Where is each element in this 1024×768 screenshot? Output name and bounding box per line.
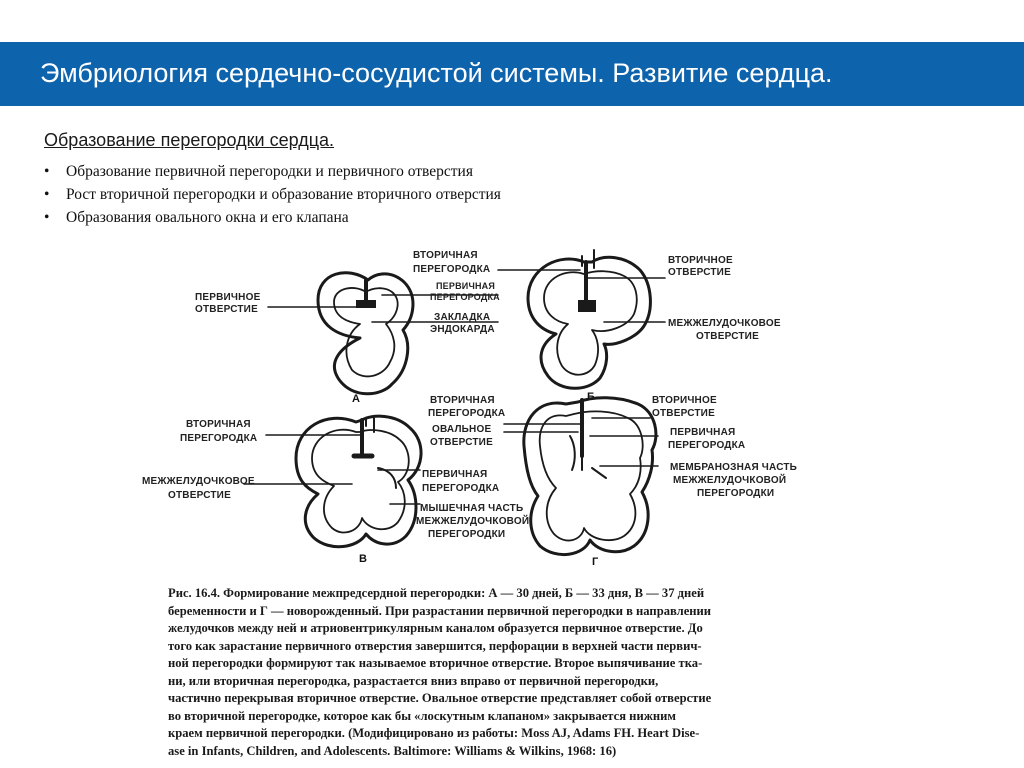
heart-diagram-a bbox=[318, 273, 413, 394]
caption-line: ase in Infants, Children, and Adolescents. Baltimore: Williams & Wilkins, 1968: 16) bbox=[168, 743, 617, 758]
label-secondary-septum-c: ВТОРИЧНАЯ bbox=[186, 419, 251, 430]
caption-line: ни, или вторичная перегородка, разрастается вниз вправо от первичной перегородки, bbox=[168, 673, 659, 688]
label-oval-foramen-d: ОВАЛЬНОЕ bbox=[432, 424, 492, 435]
caption-line: Рис. 16.4. Формирование межпредсердной перегородки: А — 30 дней, Б — 33 дня, В — 37 дней bbox=[168, 586, 705, 600]
label-secondary-septum-c: ПЕРЕГОРОДКА bbox=[180, 433, 258, 444]
label-endocardial-cushion-a: ЗАКЛАДКА bbox=[434, 312, 491, 323]
label-primary-foramen-a: ОТВЕРСТИЕ bbox=[195, 304, 258, 315]
label-primary-septum-d: ПЕРВИЧНАЯ bbox=[670, 427, 736, 438]
panel-letter-c: В bbox=[359, 553, 367, 565]
caption-line: ной перегородки формируют так называемое вторичное отверстие. Второе выпячивание тка- bbox=[168, 656, 703, 670]
label-primary-septum-a: ПЕРВИЧНАЯ bbox=[436, 281, 496, 291]
bullet-marker: • bbox=[44, 163, 50, 180]
bullet-marker: • bbox=[44, 209, 50, 226]
caption-line: того как зарастание первичного отверстия завершится, перфорации в верхней части первич- bbox=[168, 638, 702, 653]
label-muscular-septum-c: МЫШЕЧНАЯ ЧАСТЬ bbox=[420, 503, 524, 514]
figure-caption bbox=[168, 585, 808, 760]
label-ventricular-foramen-b: МЕЖЖЕЛУДОЧКОВОЕ bbox=[668, 318, 781, 329]
label-secondary-foramen-b: ВТОРИЧНОЕ bbox=[668, 255, 733, 266]
label-ventricular-foramen-c: МЕЖЖЕЛУДОЧКОВОЕ bbox=[142, 476, 255, 487]
panel-letter-d: Г bbox=[592, 556, 599, 568]
label-primary-septum-c: ПЕРВИЧНАЯ bbox=[422, 469, 488, 480]
heart-diagram-d bbox=[524, 398, 656, 555]
list-item-text: Образование первичной перегородки и первичного отверстия bbox=[66, 163, 473, 180]
list-item-text: Рост вторичной перегородки и образование вторичного отверстия bbox=[66, 186, 501, 203]
label-muscular-septum-c: МЕЖЖЕЛУДОЧКОВОЙ bbox=[416, 516, 530, 527]
label-membranous-septum-d: ПЕРЕГОРОДКИ bbox=[697, 488, 775, 499]
caption-line: желудочков между ней и атриовентрикулярным каналом образуется первичное отверстие. До bbox=[168, 621, 703, 635]
label-primary-septum-c: ПЕРЕГОРОДКА bbox=[422, 483, 500, 494]
caption-line: во вторичной перегородке, которое как бы «лоскутным клапаном» закрывается нижним bbox=[168, 708, 676, 723]
label-primary-septum-d: ПЕРЕГОРОДКА bbox=[668, 440, 746, 451]
label-secondary-foramen-d: ОТВЕРСТИЕ bbox=[652, 408, 715, 419]
label-endocardial-cushion-a: ЭНДОКАРДА bbox=[430, 324, 495, 335]
label-secondary-septum-d: ПЕРЕГОРОДКА bbox=[428, 408, 506, 419]
section-subtitle: Образование перегородки сердца. bbox=[44, 130, 335, 150]
label-secondary-septum-a: ПЕРЕГОРОДКА bbox=[413, 264, 491, 275]
label-membranous-septum-d: МЕМБРАНОЗНАЯ ЧАСТЬ bbox=[670, 462, 798, 473]
slide-title: Эмбриология сердечно-сосудистой системы. Развитие сердца. bbox=[40, 58, 833, 88]
label-primary-septum-a: ПЕРЕГОРОДКА bbox=[430, 292, 500, 302]
label-secondary-septum-a: ВТОРИЧНАЯ bbox=[413, 250, 478, 261]
label-secondary-foramen-b: ОТВЕРСТИЕ bbox=[668, 267, 731, 278]
caption-line: беременности и Г — новорожденный. При разрастании первичной перегородки в направлении bbox=[168, 603, 712, 618]
panel-letter-a: А bbox=[352, 393, 360, 405]
label-oval-foramen-d: ОТВЕРСТИЕ bbox=[430, 437, 493, 448]
label-secondary-foramen-d: ВТОРИЧНОЕ bbox=[652, 395, 717, 406]
label-secondary-septum-d: ВТОРИЧНАЯ bbox=[430, 395, 495, 406]
label-membranous-septum-d: МЕЖЖЕЛУДОЧКОВОЙ bbox=[673, 475, 787, 486]
caption-line: частично перекрывая вторичное отверстие. Овальное отверстие представляет собой отверстие bbox=[168, 691, 712, 705]
label-ventricular-foramen-c: ОТВЕРСТИЕ bbox=[168, 490, 231, 501]
label-ventricular-foramen-b: ОТВЕРСТИЕ bbox=[696, 331, 759, 342]
bullet-marker: • bbox=[44, 186, 50, 203]
label-primary-foramen-a: ПЕРВИЧНОЕ bbox=[195, 292, 261, 303]
list-item-text: Образования овального окна и его клапана bbox=[66, 209, 349, 226]
panel-letter-b: Б bbox=[587, 391, 595, 403]
label-muscular-septum-c: ПЕРЕГОРОДКИ bbox=[428, 529, 506, 540]
caption-line: краем первичной перегородки. (Модифицировано из работы: Moss AJ, Adams FH. Heart Dise- bbox=[168, 726, 700, 740]
